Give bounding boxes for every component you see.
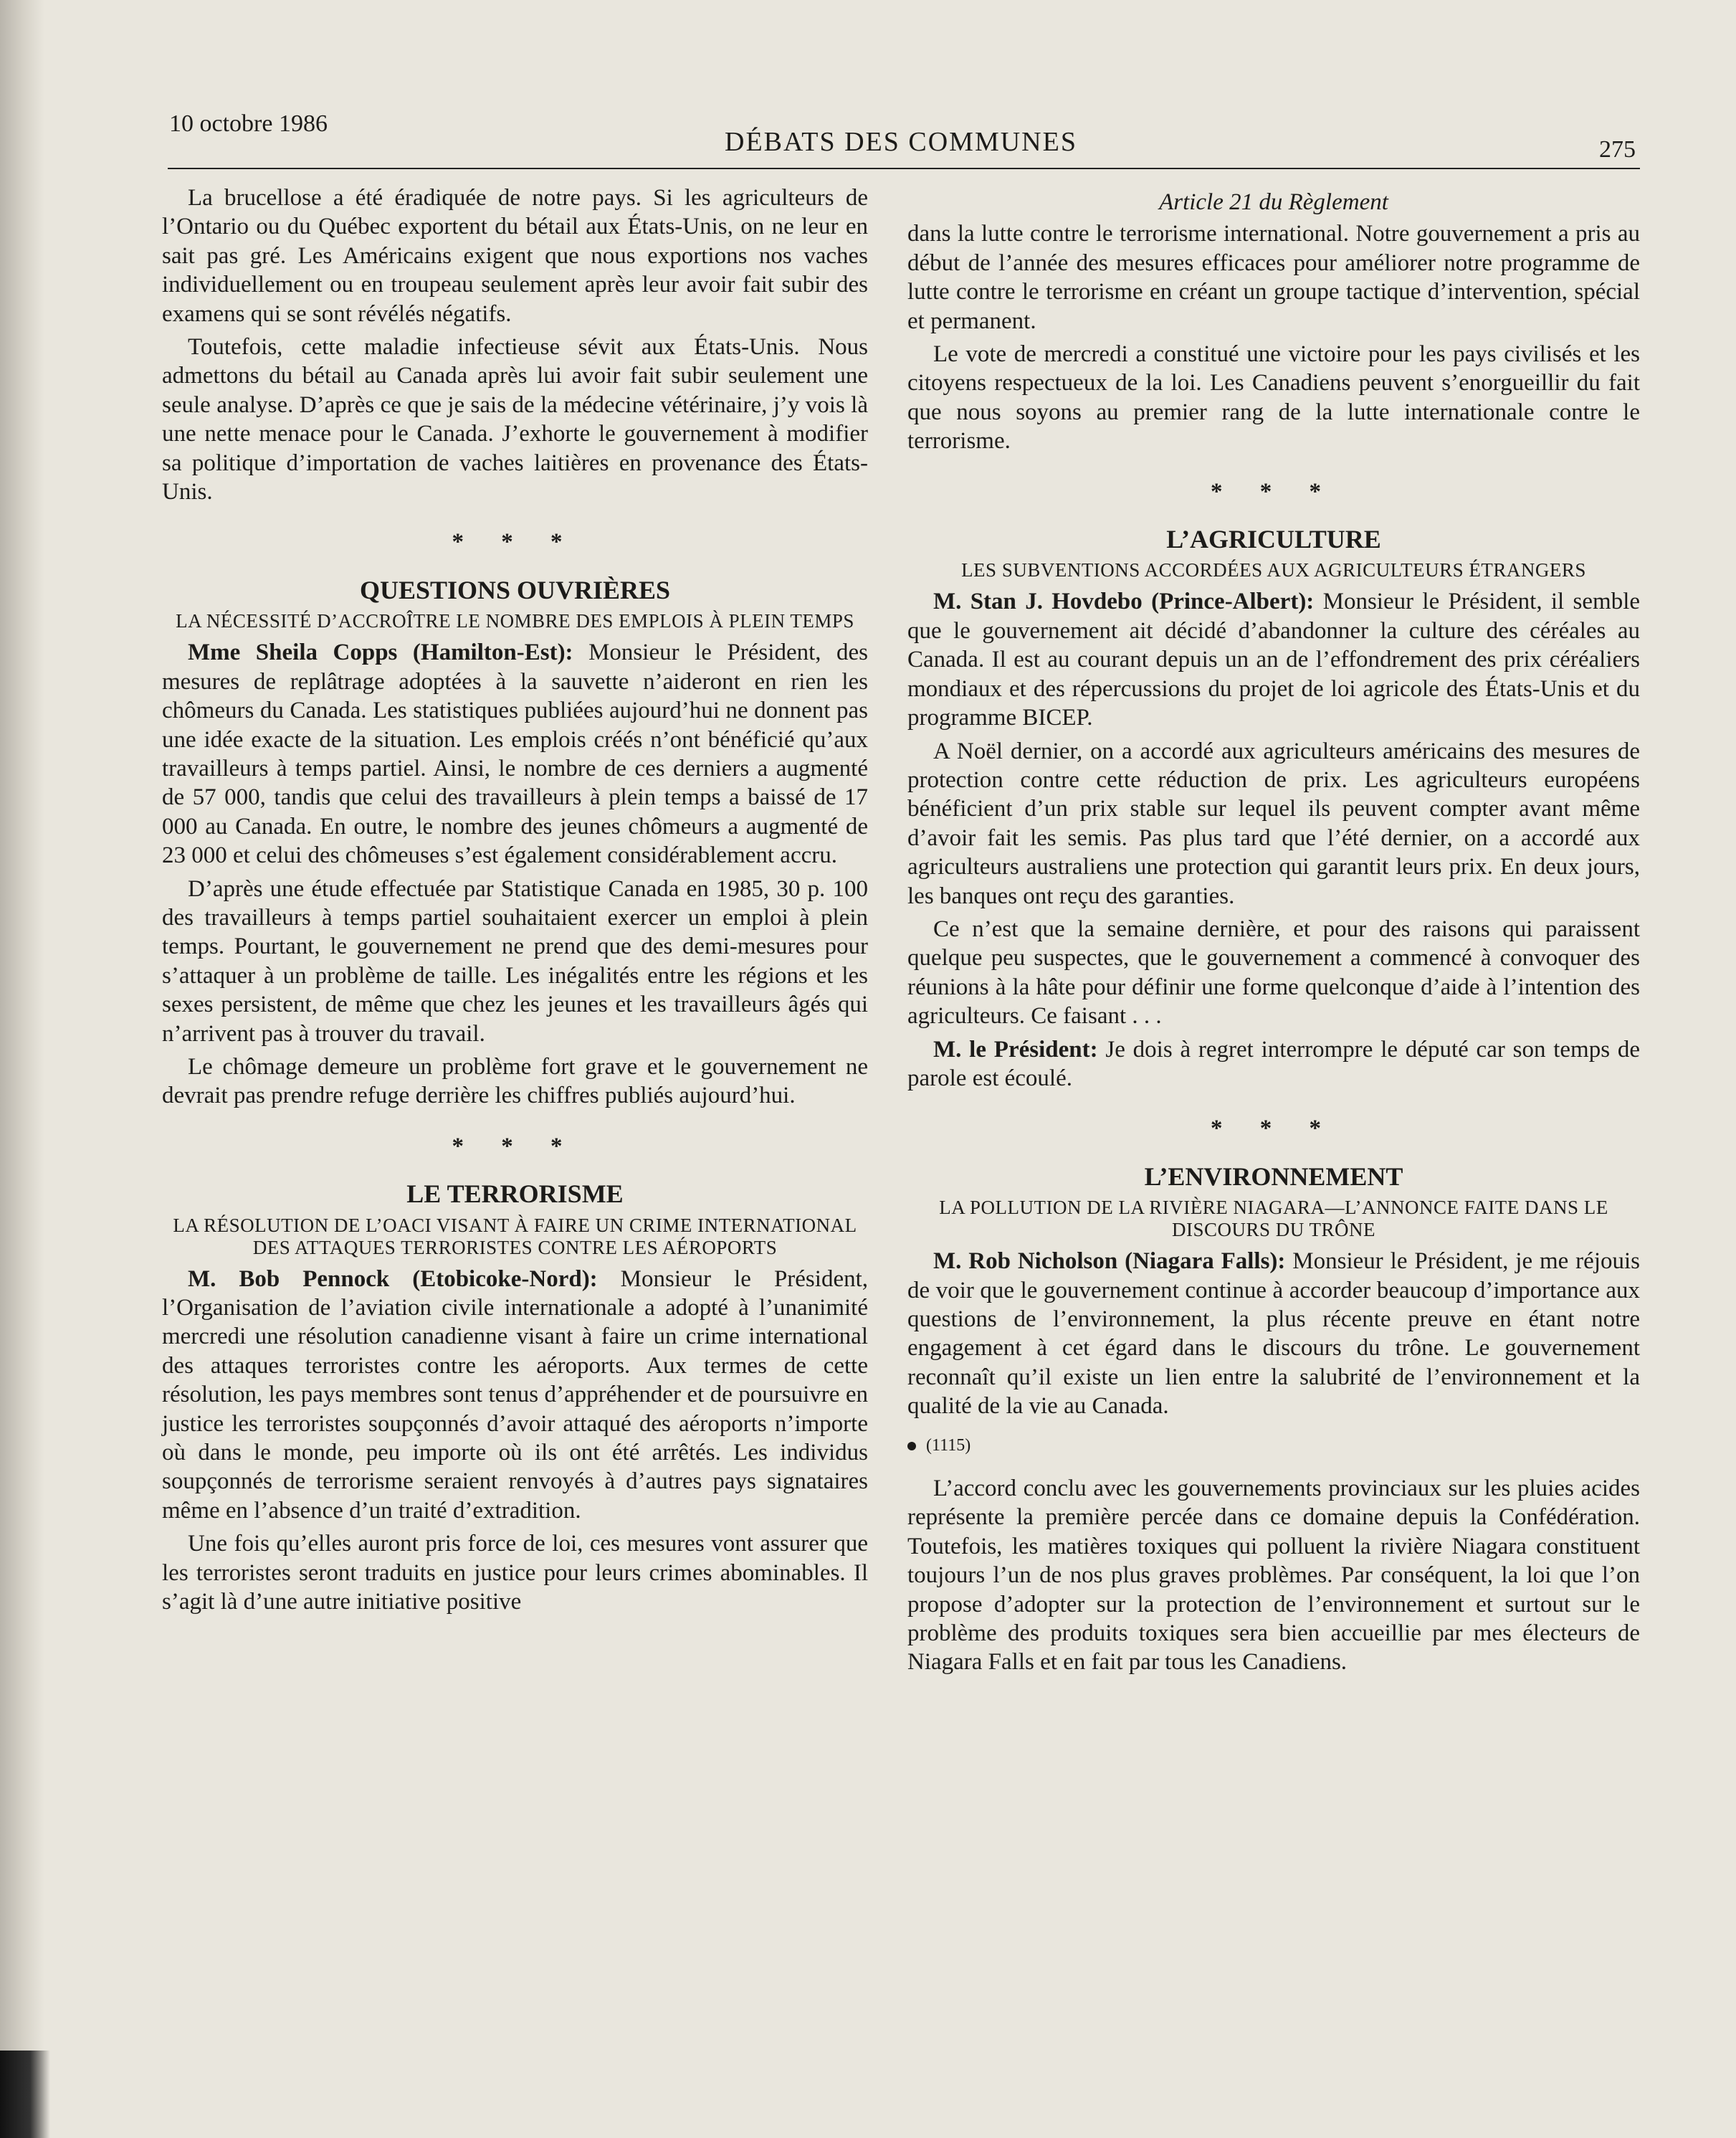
speech-text: Je dois à regret interrompre le député car son temps de parole est écoulé. bbox=[907, 1036, 1641, 1091]
header-publication-title: DÉBATS DES COMMUNES bbox=[725, 127, 1077, 157]
section-separator: * * * bbox=[1211, 478, 1337, 505]
section-heading: LE TERRORISME bbox=[406, 1179, 624, 1209]
section-heading: QUESTIONS OUVRIÈRES bbox=[359, 575, 671, 604]
section-separator: * * * bbox=[452, 1133, 578, 1159]
right-column bbox=[907, 188, 1640, 1677]
page-header bbox=[162, 99, 1640, 163]
left-column bbox=[162, 184, 868, 1616]
speech-text: Monsieur le Président, il semble que le gouvernement ait décidé d’abandonner la culture des céréales au Canada. Il est au courant depuis un an de l’effondrement des prix céréaliers mondiaux et des répercussions du projet de loi agricole des États-Unis et du programme BICEP. bbox=[907, 589, 1641, 731]
time-marker bbox=[907, 1431, 1640, 1460]
speech-text: Monsieur le Président, je me réjouis de voir que le gouvernement continue à accorder beaucoup d’importance aux questions de l’environnement, la plus récente preuve en étant notre engagement à cet égard dans le discours du trône. Le gouvernement reconnaît qu’il existe un lien entre la salubrité de l’environnement et la qualité de la vie au Canada. bbox=[907, 1248, 1640, 1420]
speaker-name: M. Bob Pennock (Etobicoke-Nord): bbox=[188, 1265, 598, 1292]
section-separator: * * * bbox=[1211, 1116, 1337, 1142]
section-subheading: LA NÉCESSITÉ D’ACCROÎTRE LE NOMBRE DES EMPLOIS À PLEIN TEMPS bbox=[176, 610, 854, 632]
paragraph: Ce n’est que la semaine dernière, et pour des raisons qui paraissent quelque peu suspectes, que le gouvernement a commencé à convoquer des réunions à la hâte pour définir une forme quelconque d’aide à l’intention des agriculteurs. Ce faisant . . . bbox=[907, 916, 1640, 1030]
speaker-name: M. Stan J. Hovdebo (Prince-Albert): bbox=[933, 589, 1315, 615]
paragraph: Le chômage demeure un problème fort grave et le gouvernement ne devrait pas prendre refuge derrière les chiffres publiés aujourd’hui. bbox=[162, 1053, 868, 1109]
paragraph: L’accord conclu avec les gouvernements provinciaux sur les pluies acides représente la première percée dans ce domaine depuis la Confédération. Toutefois, les matières toxiques qui polluent la rivière Niagara constituent toujours l’un de nos plus graves problèmes. Par conséquent, la loi que l’on propose d’adopter sur la protection de l’environnement et surtout sur le problème des produits toxiques sera bien accueillie par mes électeurs de Niagara Falls et en fait par tous les Canadiens. bbox=[907, 1476, 1640, 1676]
time-marker-text: (1115) bbox=[926, 1435, 971, 1455]
speech-paragraph bbox=[907, 587, 1640, 732]
speech-text: Monsieur le Président, des mesures de replâtrage adoptées à la sauvette n’aideront en rien les chômeurs du Canada. Les statistiques publiées aujourd’hui ne donnent pas une idée exacte de la situation. Les emplois créés n’ont bénéficié qu’aux travailleurs à temps partiel. Ainsi, le nombre de ces derniers a augmenté de 57 000, tandis que celui des travailleurs à plein temps a baissé de 17 000 au Canada. En outre, le nombre des jeunes chômeurs a augmenté de 23 000 et celui des chômeuses s’est également considérablement accru. bbox=[162, 640, 869, 869]
speaker-name: M. le Président: bbox=[933, 1036, 1098, 1063]
header-rule bbox=[168, 168, 1640, 169]
section-subheading: LA RÉSOLUTION DE L’OACI VISANT À FAIRE UN CRIME INTERNATIONAL DES ATTAQUES TERRORISTES CONTRE LES AÉROPORTS bbox=[173, 1214, 857, 1258]
document-page bbox=[162, 99, 1640, 2106]
book-binding-shadow bbox=[0, 0, 44, 2138]
bullet-icon bbox=[907, 1442, 916, 1450]
speaker-name: M. Rob Nicholson (Niagara Falls): bbox=[933, 1248, 1286, 1275]
section-separator: * * * bbox=[452, 529, 578, 556]
paragraph: La brucellose a été éradiquée de notre pays. Si les agriculteurs de l’Ontario ou du Québec exportent du bétail aux États-Unis, on ne leur en sait pas gré. Les Américains exigent que nous exportions nos vaches individuellement ou en troupeau seulement après leur avoir fait subir des examens qui se sont révélés négatifs. bbox=[162, 185, 868, 327]
header-date: 10 octobre 1986 bbox=[169, 110, 328, 137]
section-subheading: LES SUBVENTIONS ACCORDÉES AUX AGRICULTEURS ÉTRANGERS bbox=[961, 559, 1586, 581]
paragraph: Toutefois, cette maladie infectieuse sévit aux États-Unis. Nous admettons du bétail au Canada après lui avoir fait subir seulement une seule analyse. D’après ce que je sais de la médecine vétérinaire, j’y vois là une nette menace pour le Canada. J’exhorte le gouvernement à modifier sa politique d’importation de vaches laitières en provenance des États-Unis. bbox=[162, 334, 868, 505]
paragraph: D’après une étude effectuée par Statistique Canada en 1985, 30 p. 100 des travailleurs à temps partiel souhaitaient exercer un emploi à plein temps. Pourtant, le gouvernement ne prend que des demi-mesures pour s’attaquer à un problème de taille. Les inégalités entre les régions et les sexes persistent, de même que chez les jeunes et les travailleurs âgés qui n’arrivent pas à trouver du travail. bbox=[162, 875, 868, 1047]
header-page-number: 275 bbox=[1599, 136, 1636, 163]
section-subheading: LA POLLUTION DE LA RIVIÈRE NIAGARA—L’ANNONCE FAITE DANS LE DISCOURS DU TRÔNE bbox=[939, 1197, 1608, 1241]
running-section-label: Article 21 du Règlement bbox=[1159, 189, 1388, 215]
speech-paragraph bbox=[907, 1035, 1640, 1093]
speech-paragraph bbox=[162, 1265, 868, 1526]
section-heading: L’ENVIRONNEMENT bbox=[1144, 1161, 1403, 1191]
speaker-name: Mme Sheila Copps (Hamilton-Est): bbox=[188, 640, 573, 666]
paragraph: Une fois qu’elles auront pris force de loi, ces mesures vont assurer que les terroristes seront traduits en justice pour leurs crimes abominables. Il s’agit là d’une autre initiative positive bbox=[162, 1531, 868, 1615]
paragraph: A Noël dernier, on a accordé aux agriculteurs américains des mesures de protection contre cette réduction de prix. Les agriculteurs européens bénéficient d’un prix stable sur lequel ils peuvent compter avant même d’avoir fait les semis. Pas plus tard que l’été dernier, on a accordé aux agriculteurs australiens une protection qui garantit leurs prix. En deux jours, les banques ont reçu des garanties. bbox=[907, 738, 1640, 909]
speech-paragraph bbox=[907, 1247, 1640, 1420]
paragraph: dans la lutte contre le terrorisme international. Notre gouvernement a pris au début de l’année des mesures efficaces pour améliorer notre programme de lutte contre le terrorisme en créant un groupe tactique d’intervention, spécial et permanent. bbox=[907, 221, 1640, 334]
speech-paragraph bbox=[162, 638, 868, 870]
section-heading: L’AGRICULTURE bbox=[1166, 525, 1381, 554]
speech-text: Monsieur le Président, l’Organisation de l’aviation civile internationale a adopté à l’unanimité mercredi une résolution canadienne visant à faire un crime international des attaques terroristes contre les aéroports. Aux termes de cette résolution, les pays membres sont tenus d’appréhender et de poursuivre en justice les terroristes soupçonnés d’avoir attaqué des aéroports n’importe où dans le monde, peu importe où ils ont été arrêtés. Les individus soupçonnés de terrorisme seraient renvoyés à d’autres pays signataires même en l’absence d’un traité d’extradition. bbox=[162, 1265, 869, 1524]
paragraph: Le vote de mercredi a constitué une victoire pour les pays civilisés et les citoyens respectueux de la loi. Les Canadiens peuvent s’enorgueillir du fait que nous soyons au premier rang de la lutte internationale contre le terrorisme. bbox=[907, 341, 1640, 455]
book-binding-edge bbox=[0, 2051, 50, 2138]
